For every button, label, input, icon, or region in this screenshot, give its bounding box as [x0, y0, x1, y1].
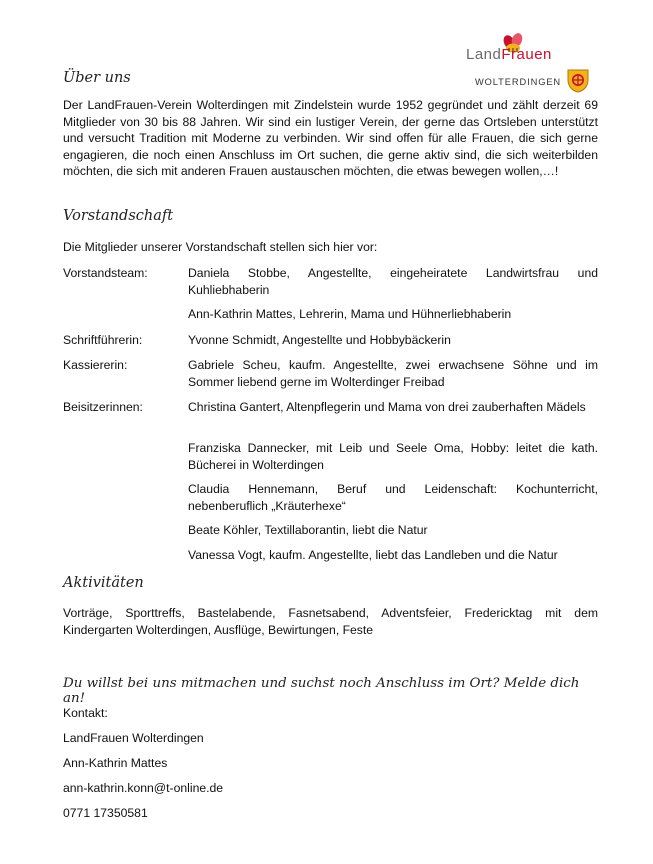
landfrauen-logo	[462, 30, 592, 94]
board-role-label: Vorstandsteam:	[63, 266, 148, 280]
contact-phone: 0771 17350581	[63, 806, 148, 820]
board-role-label: Beisitzerinnen:	[63, 400, 143, 414]
logo-brand: LandFrauen	[466, 46, 552, 63]
coat-of-arms-icon	[566, 68, 592, 94]
board-member-text: Franziska Dannecker, mit Leib und Seele Oma, Hobby: leitet die kath. Bücherei in Wolterdingen	[188, 441, 598, 472]
board-role-label: Kassiererin:	[63, 358, 128, 372]
heading-aktivitaeten: Aktivitäten	[63, 575, 144, 591]
about-paragraph: Der LandFrauen-Verein Wolterdingen mit Zindelstein wurde 1952 gegründet und zählt derzeit 69 Mitglieder von 30 bis 88 Jahren. Wir sind ein lustiger Verein, der gerne das Ortsleben unterstützt und versucht Tradition mit Moderne zu verbinden. Wir sind offen für alle Frauen, die sich gerne engagieren, die noch einen Anschluss im Ort suchen, die gerne aktiv sind, die sich weiterbilden möchten, die sich mit anderen Frauen austauschen möchten, die etwas bewegen wollen,…!	[63, 98, 598, 178]
contact-name: Ann-Kathrin Mattes	[63, 756, 168, 770]
call-to-action: Du willst bei uns mitmachen und suchst noch Anschluss im Ort? Melde dich an!	[63, 676, 580, 706]
board-role-label: Schriftführerin:	[63, 333, 143, 347]
board-intro: Die Mitglieder unserer Vorstandschaft stellen sich hier vor:	[63, 240, 378, 254]
contact-label: Kontakt:	[63, 706, 108, 720]
board-member-text: Beate Köhler, Textillaborantin, liebt die Natur	[188, 523, 428, 537]
activities-paragraph: Vorträge, Sporttreffs, Bastelabende, Fasnetsabend, Adventsfeier, Fredericktag mit dem Kindergarten Wolterdingen, Ausflüge, Bewirtungen, Feste	[63, 606, 598, 637]
board-member-text: Claudia Hennemann, Beruf und Leidenschaft: Kochunterricht, nebenberuflich „Kräuterhexe“	[188, 482, 598, 513]
heading-vorstandschaft: Vorstandschaft	[63, 208, 174, 224]
heading-ueber-uns: Über uns	[63, 70, 131, 86]
board-member-text: Gabriele Scheu, kaufm. Angestellte, zwei erwachsene Söhne und im Sommer liebend gerne im Wolterdinger Freibad	[188, 358, 598, 389]
board-member-text: Daniela Stobbe, Angestellte, eingeheiratete Landwirtsfrau und Kuhliebhaberin	[188, 266, 598, 297]
contact-email[interactable]: ann-kathrin.konn@t-online.de	[63, 781, 224, 795]
board-member-text: Yvonne Schmidt, Angestellte und Hobbybäckerin	[188, 333, 451, 347]
board-member-text: Ann-Kathrin Mattes, Lehrerin, Mama und Hühnerliebhaberin	[188, 307, 512, 321]
board-member-text: Vanessa Vogt, kaufm. Angestellte, liebt das Landleben und die Natur	[188, 548, 558, 562]
logo-subtitle: WOLTERDINGEN	[475, 77, 562, 87]
contact-organization: LandFrauen Wolterdingen	[63, 731, 204, 745]
board-member-text: Christina Gantert, Altenpflegerin und Mama von drei zauberhaften Mädels	[188, 400, 586, 414]
